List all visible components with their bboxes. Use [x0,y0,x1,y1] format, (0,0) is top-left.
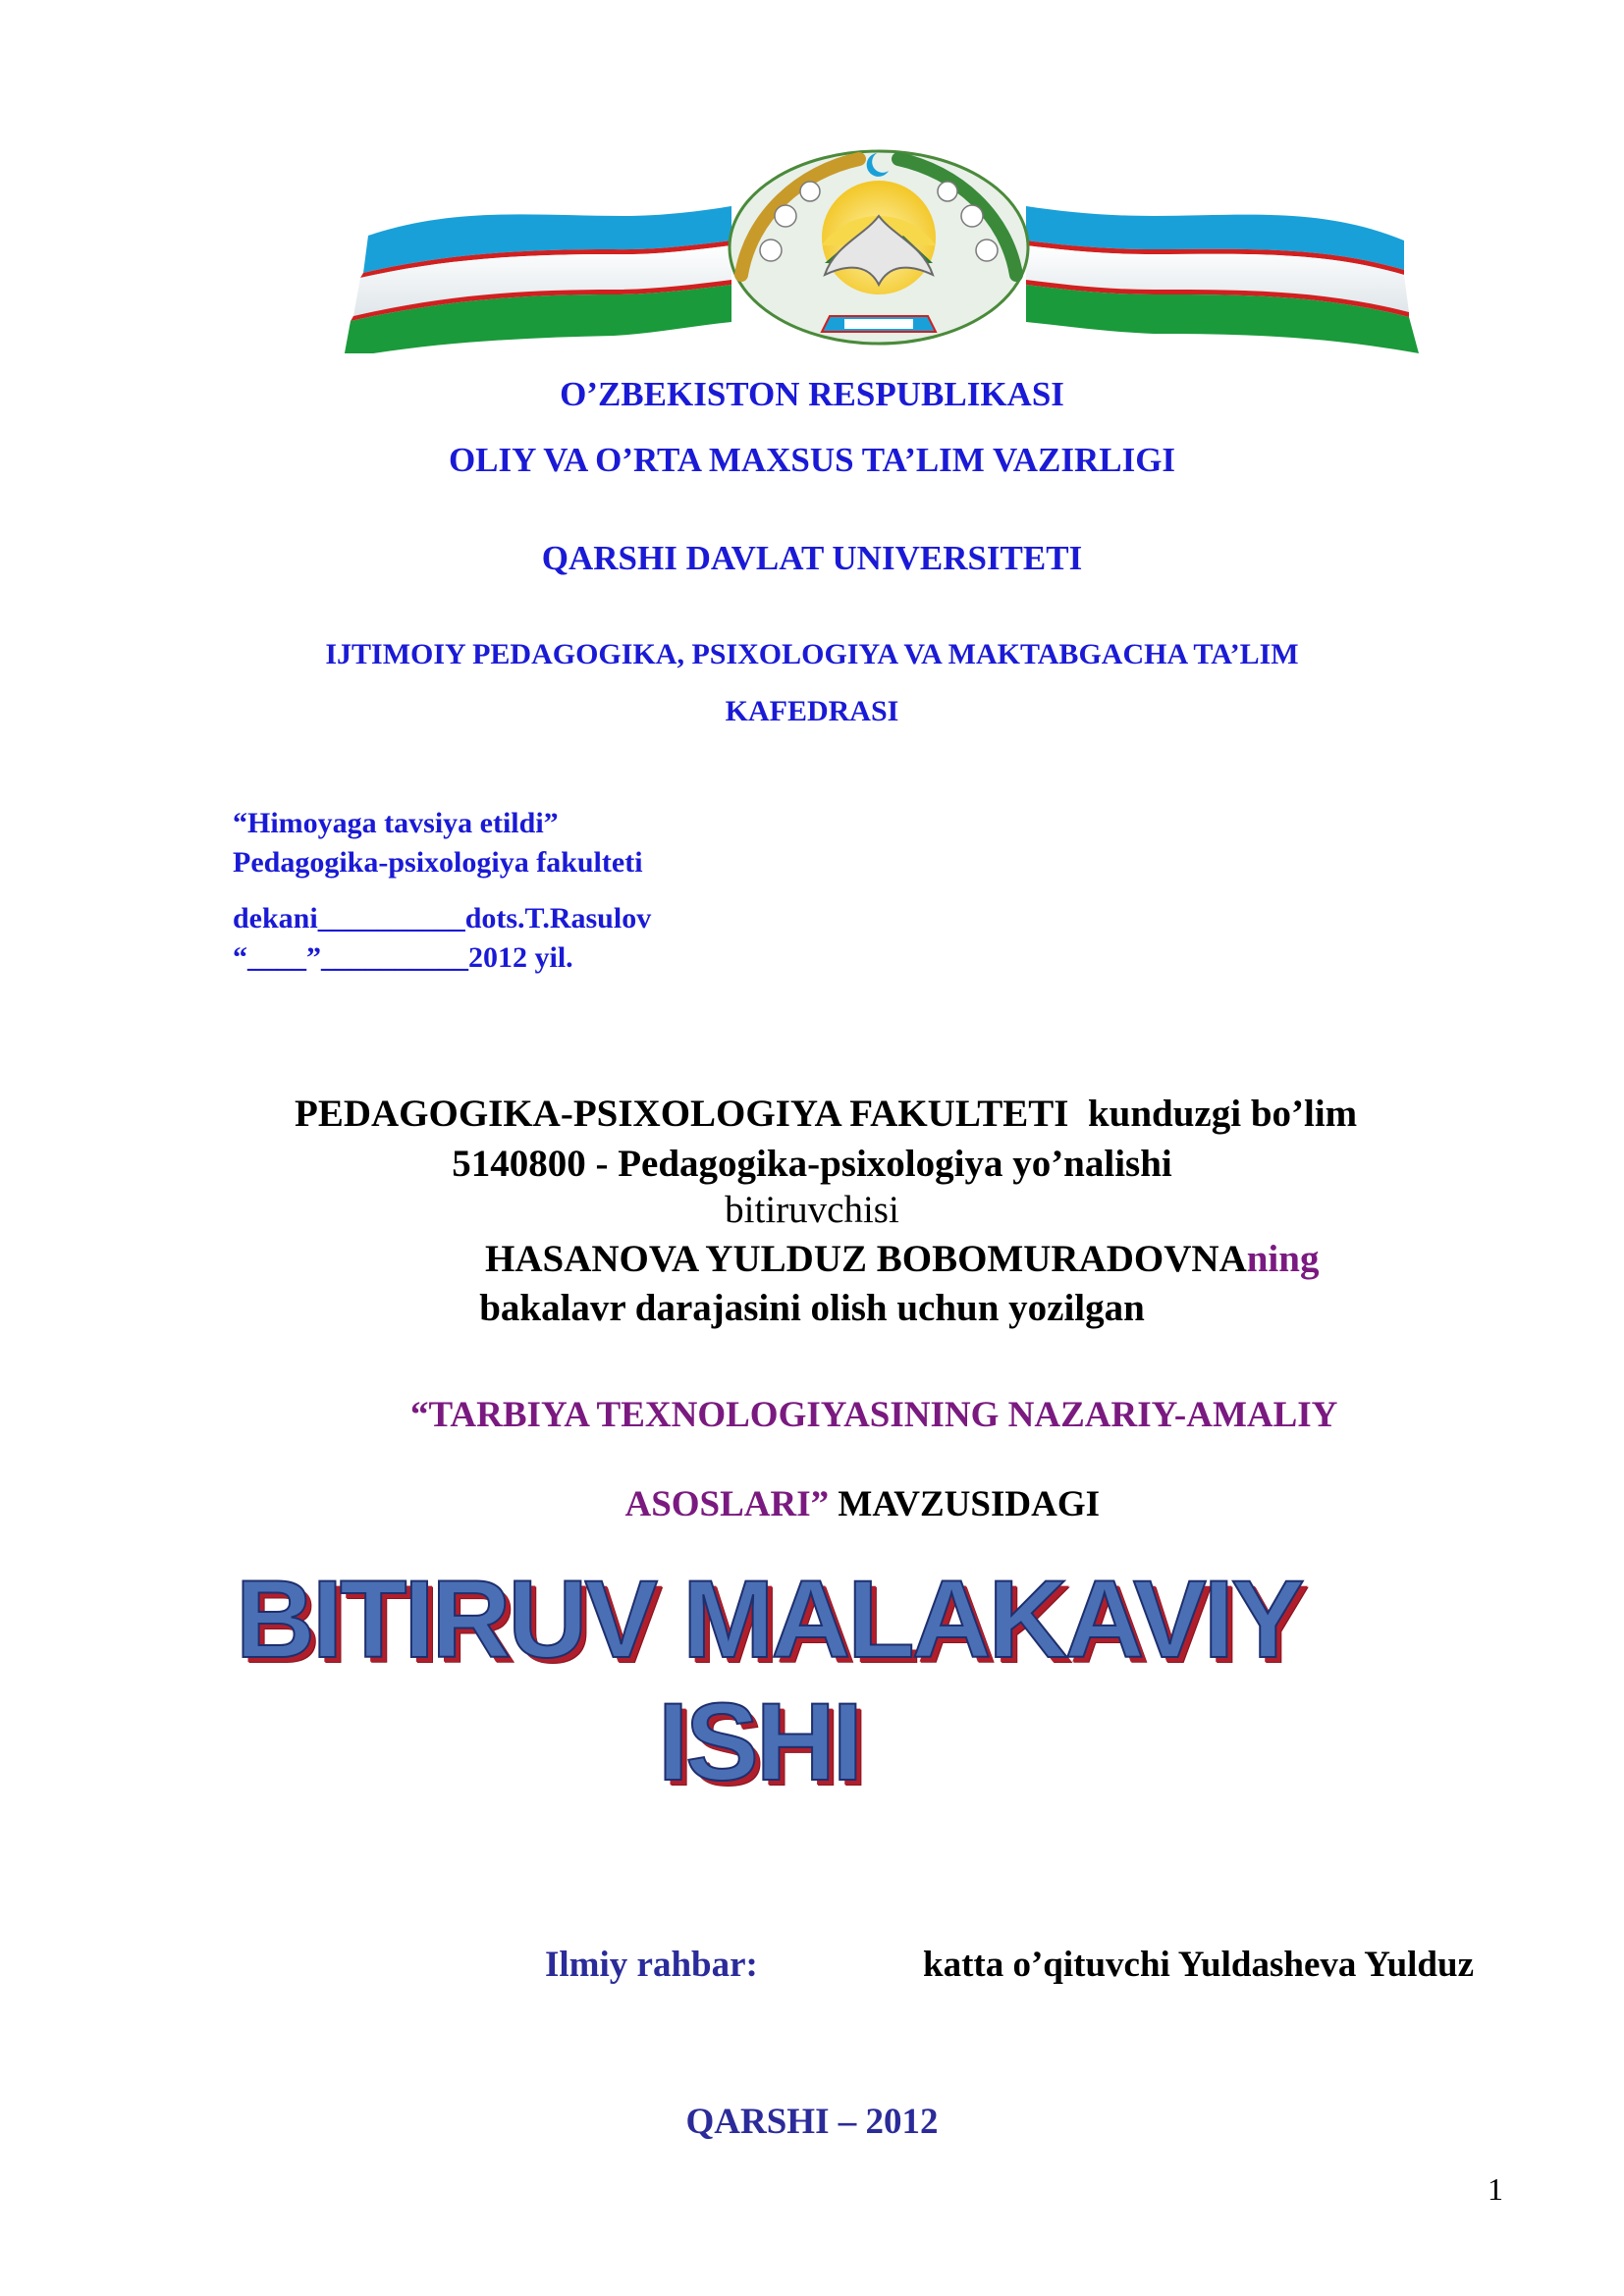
country-title: O’ZBEKISTON RESPUBLIKASI [560,375,1064,413]
degree-purpose: bakalavr darajasini olish uchun yozilgan [479,1287,1145,1329]
student-name-line [485,1237,1319,1281]
state-emblem-flag-banner [339,147,1429,353]
thesis-title-line1: BITIRUV MALAKAVIY [236,1558,1302,1681]
faculty-section: PEDAGOGIKA-PSIXOLOGIYA FAKULTETI kunduzgi bo’lim [295,1093,1358,1135]
ministry-title: OLIY VA O’RTA MAXSUS TA’LIM VAZIRLIGI [448,441,1176,479]
student-name-suffix: ning [1246,1238,1320,1280]
approval-recommendation: “Himoyaga tavsiya etildi” [233,807,559,839]
department-title-line1: IJTIMOIY PEDAGOGIKA, PSIXOLOGIYA VA MAKTABGACHA TA’LIM [325,638,1299,670]
department-title-line2: KAFEDRASI [725,695,899,727]
coat-of-arms-icon [730,151,1028,344]
advisor-name: katta o’qituvchi Yuldasheva Yulduz [923,1945,1474,1985]
city-year: QARSHI – 2012 [685,2102,939,2142]
approval-date: “____”__________2012 yil. [233,941,573,974]
topic-line1: “TARBIYA TEXNOLOGIYASINING NAZARIY-AMALIY [410,1395,1338,1435]
flag-right-ribbon [1026,206,1419,353]
study-direction: 5140800 - Pedagogika-psixologiya yo’nalishi [452,1143,1172,1185]
advisor-label: Ilmiy rahbar: [545,1945,758,1985]
university-title: QARSHI DAVLAT UNIVERSITETI [541,539,1083,577]
approval-faculty: Pedagogika-psixologiya fakulteti [233,846,643,879]
topic-line2 [609,1441,1100,1525]
thesis-title-line2: ISHI [658,1681,860,1803]
topic-end: ASOSLARI” [624,1484,830,1524]
page-number: 1 [1488,2171,1503,2207]
graduate-label: bitiruvchisi [725,1189,899,1231]
approval-dean-signature: dekani__________dots.T.Rasulov [233,902,652,934]
flag-left-ribbon [344,206,731,353]
topic-suffix: MAVZUSIDAGI [829,1484,1100,1524]
student-name: HASANOVA YULDUZ BOBOMURADOVNA [485,1238,1247,1280]
